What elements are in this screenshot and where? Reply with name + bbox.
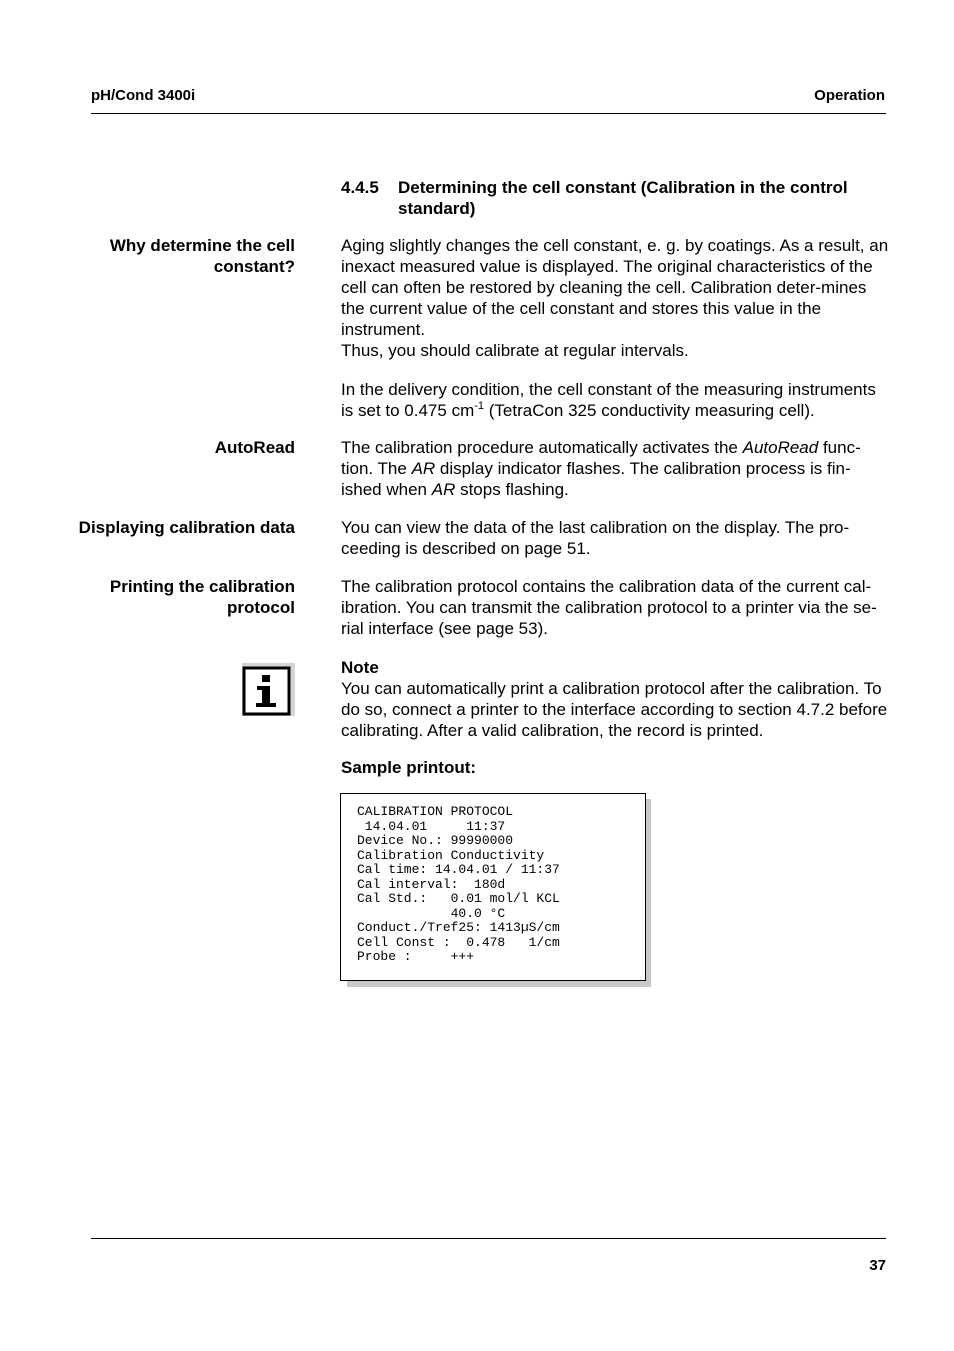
ar-indicator-term-2: AR [431, 480, 456, 499]
why-body [341, 235, 889, 421]
why-p3-superscript: -1 [474, 400, 485, 412]
page-number: 37 [869, 1257, 886, 1274]
why-paragraph-3 [341, 379, 889, 421]
sidebar-why-label: Why determine the cell constant? [109, 236, 295, 276]
autoread-paragraph [341, 437, 889, 500]
note-body [341, 657, 889, 741]
sample-printout-text: CALIBRATION PROTOCOL 14.04.01 11:37 Device No.: 99990000 Calibration Conductivity Cal time: 14.04.01 / 11:37 Cal interval: 180d Cal Std.: 0.01 mol/l KCL 40.0 °C Conduct./Tref25: 1413µS/cm Cell Const : 0.478 1/cm Probe : +++ [357, 804, 560, 964]
autoread-text-2: func-tion. The [341, 438, 861, 478]
section-number: 4.4.5 [341, 178, 379, 197]
autoread-text-4: stops flashing. [455, 480, 569, 499]
note-paragraph: You can automatically print a calibration protocol after the calibration. To do so, connect a printer to the interface according to section 4.7.2 before calibrating. After a valid calibration, the record is printed. [341, 679, 888, 740]
header-title: pH/Cond 3400i [91, 87, 196, 104]
why-p3-text-b: (TetraCon 325 conductivity measuring cell). [484, 401, 815, 420]
why-p3-text-a: In the delivery condition, the cell constant of the measuring instruments is set to 0.475 cm [341, 380, 876, 420]
sidebar-autoread-label: AutoRead [214, 438, 295, 457]
printing-paragraph: The calibration protocol contains the calibration data of the current cal-ibration. You can transmit the calibration protocol to a printer via the se-rial interface (see page 53). [341, 577, 877, 638]
ar-indicator-term: AR [411, 459, 436, 478]
autoread-text-3: display indicator flashes. The calibration process is fin-ished when [341, 459, 851, 499]
footer-rule [91, 1238, 886, 1239]
why-paragraph-2: Thus, you should calibrate at regular intervals. [341, 341, 689, 360]
sidebar-display-label: Displaying calibration data [78, 518, 295, 537]
section-title: Determining the cell constant (Calibration in the control standard) [398, 178, 848, 218]
autoread-term: AutoRead [742, 438, 819, 457]
header-rule [91, 113, 886, 114]
display-paragraph: You can view the data of the last calibration on the display. The pro-ceeding is described on page 51. [341, 518, 850, 558]
header-chapter: Operation [814, 87, 885, 104]
printing-body [341, 576, 889, 639]
info-icon [242, 663, 295, 716]
note-title: Note [341, 658, 379, 677]
sample-printout-box [340, 793, 646, 981]
why-paragraph-1: Aging slightly changes the cell constant, e. g. by coatings. As a result, an inexact measured value is displayed. The original characteristics of the cell can often be restored by cleaning the cell. Calibration deter-mines the current value of the cell constant and stores this value in the instrument. [341, 236, 889, 339]
autoread-body [341, 437, 889, 500]
sidebar-printing-label: Printing the calibration protocol [109, 577, 295, 617]
sample-printout-label: Sample printout: [341, 758, 477, 777]
autoread-text-1: The calibration procedure automatically activates the [341, 438, 743, 457]
section-heading [341, 177, 886, 219]
display-body [341, 517, 889, 559]
